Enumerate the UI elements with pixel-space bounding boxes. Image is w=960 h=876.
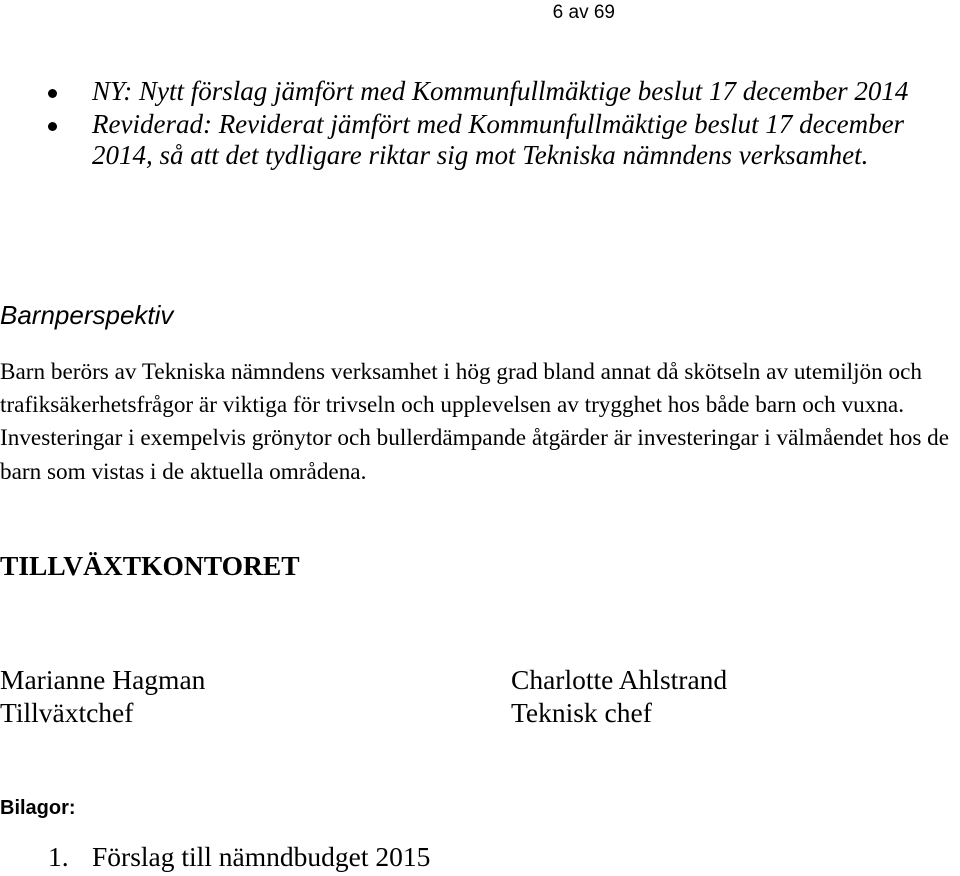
signature-block	[0, 663, 205, 729]
signatory-title: Teknisk chef	[511, 697, 652, 728]
section-paragraph: Barn berörs av Tekniska nämndens verksamhet i hög grad bland annat då skötseln av utemiljön och trafiksäkerhetsfrågor är viktiga för trivseln och upplevelsen av trygghet hos både barn och vuxna. Investeringar i exempelvis grönytor och bullerdämpande åtgärder är investeringar i välmåendet hos de barn som vistas i de aktuella områdena.	[0, 359, 950, 485]
page-number: 6 av 69	[552, 2, 615, 23]
signature-block	[511, 663, 727, 729]
list-item	[0, 841, 430, 873]
change-list	[0, 76, 960, 171]
list-item-number: 1.	[48, 841, 69, 872]
list-item	[0, 76, 960, 107]
signatory-title: Tillväxtchef	[0, 697, 134, 728]
signatory-name: Marianne Hagman	[0, 664, 206, 695]
organization-title: TILLVÄXTKONTORET	[0, 550, 300, 581]
signatory-name: Charlotte Ahlstrand	[511, 664, 728, 695]
list-item-text: NY: Nytt förslag jämfört med Kommunfullmäktige beslut 17 december 2014	[92, 76, 909, 106]
list-item-text: Reviderad: Reviderat jämfört med Kommunfullmäktige beslut 17 december 2014, så att det tydligare riktar sig mot Tekniska nämndens verksamhet.	[92, 109, 905, 170]
list-item	[0, 109, 960, 171]
attachment-label: Förslag till nämndbudget 2015	[92, 841, 431, 872]
attachments-list	[0, 841, 430, 873]
bullet-icon	[48, 89, 57, 98]
attachments-heading: Bilagor:	[0, 797, 76, 819]
bullet-icon	[48, 122, 57, 131]
section-heading: Barnperspektiv	[0, 300, 174, 330]
